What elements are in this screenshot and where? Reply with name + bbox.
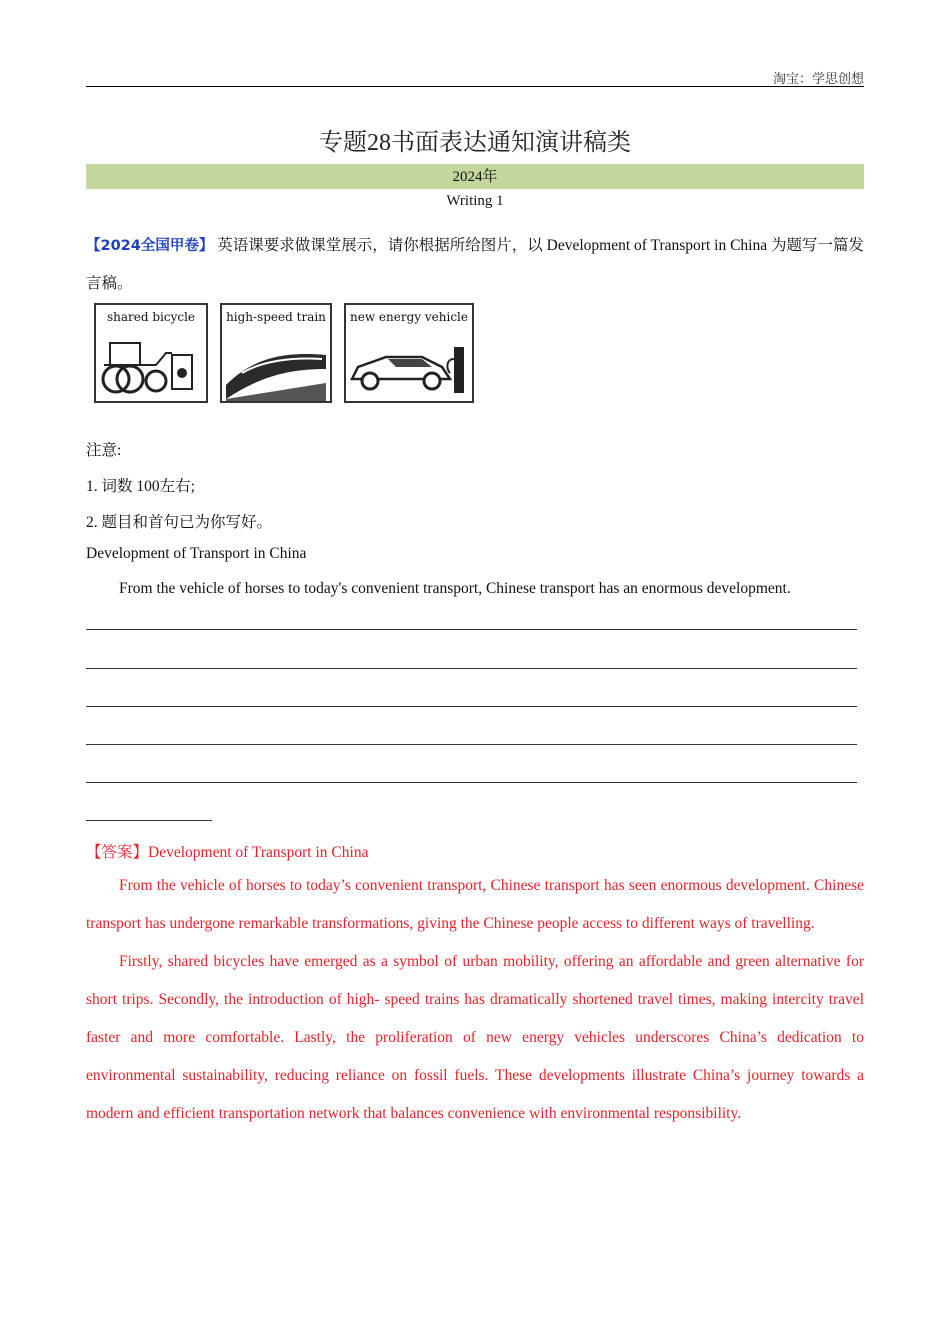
answer-blank-line[interactable] [86,744,857,745]
high-speed-train-icon [222,329,330,401]
picture-label: high-speed train [226,310,326,324]
notes-heading: 注意: [86,442,122,459]
picture-strip [94,303,474,403]
vintage-carriage-bike-icon [96,329,206,401]
prompt [86,227,864,303]
answer-blank-line[interactable] [86,629,857,630]
picture-label: shared bicycle [106,310,196,324]
year-band: 2024年 [86,164,864,189]
answer-body [86,867,864,1133]
answer-heading [86,840,368,862]
prompt-text: 英语课要求做课堂展示，请你根据所给图片，以 Development of Transport in China 为题写一篇发言稿。 [86,237,864,292]
first-sentence: From the vehicle of horses to today's convenient transport, Chinese transport has an enormous development. [119,580,791,597]
answer-paragraph-1: From the vehicle of horses to today’s convenient transport, Chinese transport has seen enormous development. Chinese transport has undergone remarkable transformations, giving the Chinese people access to different ways of travelling. [86,877,864,932]
answer-paragraph-2: Firstly, shared bicycles have emerged as a symbol of urban mobility, offering an affordable and green alternative for short trips. Secondly, the introduction of high- speed trains has dramatically shortened travel times, making intercity travel faster and more comfortable. Lastly, the proliferation of new energy vehicles underscores China’s dedication to environmental sustainability, reducing reliance on fossil fuels. These developments illustrate China’s journey towards a modern and efficient transportation network that balances convenience with environmental responsibility. [86,953,864,1122]
answer-blank-line[interactable] [86,668,857,669]
prompt-tag: 【2024全国甲卷】 [86,238,214,254]
answer-title: Development of Transport in China [148,844,369,861]
picture-label: new energy vehicle [350,310,468,324]
header-source: 淘宝：学思创想 [772,71,864,86]
essay-title: Development of Transport in China [86,545,307,562]
picture-high-speed-train [220,303,332,403]
answer-tag: 【答案】 [86,844,149,861]
answer-blank-line[interactable] [86,782,857,783]
page-title: 专题28书面表达通知演讲稿类 [319,130,631,156]
header-divider [86,86,864,87]
answer-blank-line[interactable] [86,820,212,821]
picture-shared-bicycle [94,303,208,403]
notes-item-2: 2. 题目和首句已为你写好。 [86,514,273,531]
picture-new-energy-vehicle [344,303,474,403]
writing-label: Writing 1 [446,193,504,209]
answer-blank-line[interactable] [86,706,857,707]
electric-car-charger-icon [346,329,472,401]
notes-item-1: 1. 词数 100左右; [86,478,195,495]
